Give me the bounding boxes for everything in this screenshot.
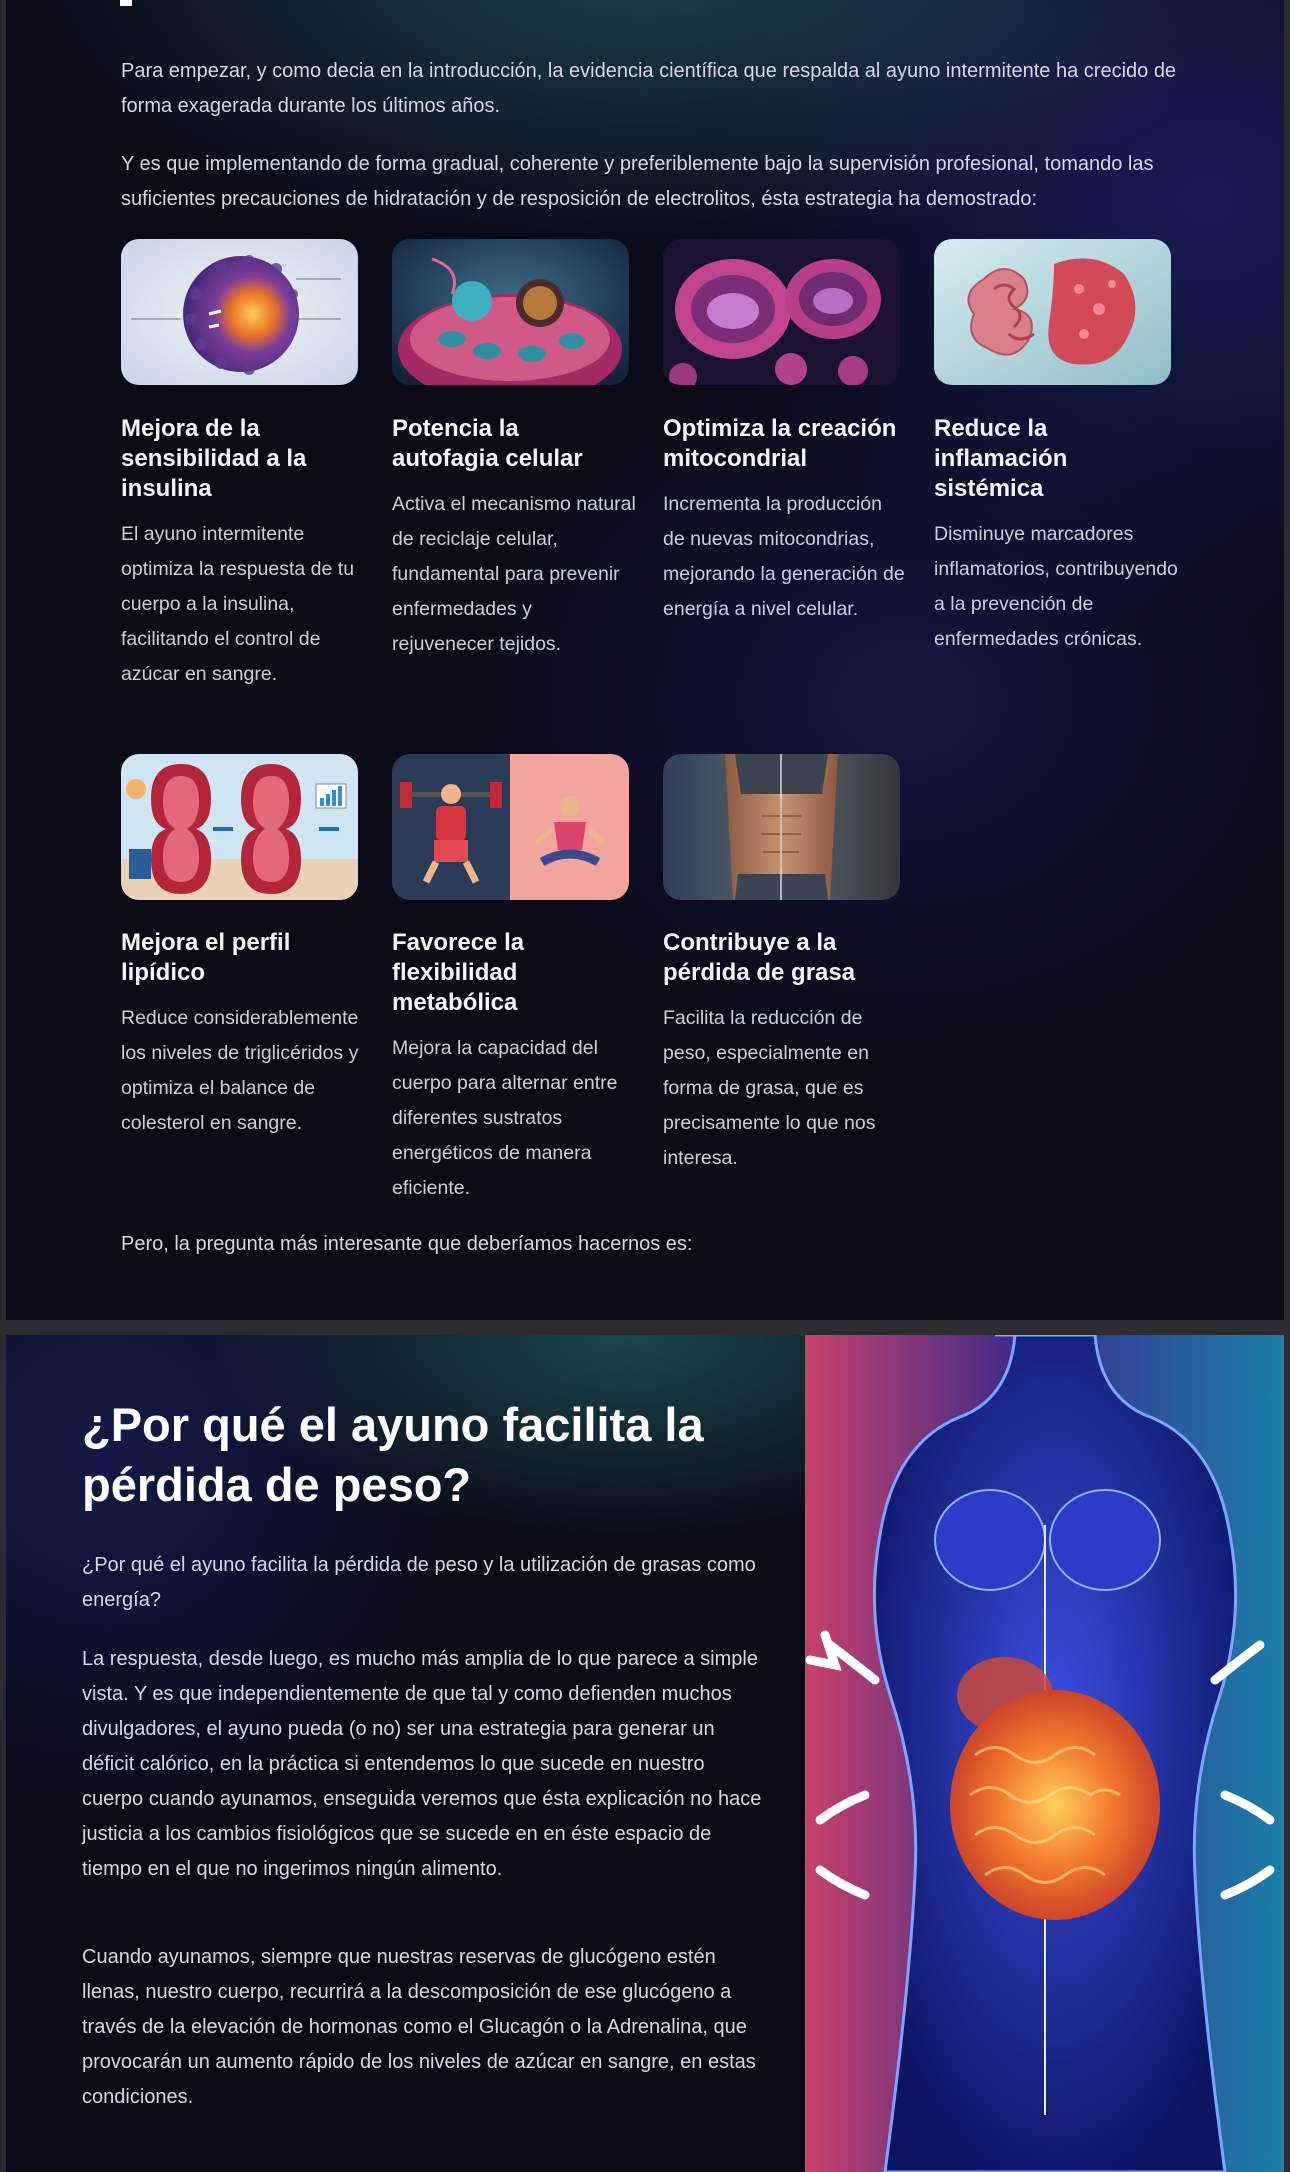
fat-loss-torso-photo bbox=[663, 754, 900, 900]
benefit-title-metabolic: Favorece la flexibilidad metabólica bbox=[392, 929, 525, 1016]
heading-fragment bbox=[120, 0, 132, 6]
outro-paragraph: Pero, la pregunta más interesante que deberíamos hacernos es: bbox=[121, 1233, 693, 1255]
benefit-desc-inflammation: Disminuye marcadores inflamatorios, contribuyendo a la prevención de enfermedades crónicas. bbox=[934, 523, 1178, 650]
benefit-title-lipid: Mejora el perfil lipídico bbox=[121, 929, 291, 986]
intro-paragraph-1: Para empezar, y como decia en la introducción, la evidencia científica que respalda al ayuno intermitente ha crecido de forma exagerada durante los últimos años. bbox=[121, 60, 1177, 117]
benefit-desc-metabolic: Mejora la capacidad del cuerpo para alternar entre diferentes sustratos energéticos de manera eficiente. bbox=[392, 1037, 618, 1199]
glycogen-paragraph: Cuando ayunamos, siempre que nuestras reservas de glucógeno estén llenas, nuestro cuerpo, recurrirá a la descomposición de ese glucógeno a través de la elevación de hormonas como el Glucagón o la Adrenalina, que provocarán un aumento rápido de los niveles de azúcar en sangre, en estas condiciones. bbox=[82, 1946, 756, 2108]
mitochondria-illustration bbox=[663, 239, 900, 385]
benefit-desc-lipid: Reduce considerablemente los niveles de triglicéridos y optimiza el balance de colesterol en sangre. bbox=[121, 1007, 359, 1134]
fasting-body-illustration bbox=[805, 1335, 1284, 2172]
inflammation-organ-illustration bbox=[934, 239, 1171, 385]
benefits-section bbox=[6, 0, 1284, 1320]
lipid-profile-illustration bbox=[121, 754, 358, 900]
question-paragraph: ¿Por qué el ayuno facilita la pérdida de peso y la utilización de grasas como energía? bbox=[82, 1554, 756, 1611]
autophagy-cell-illustration bbox=[392, 239, 629, 385]
metabolic-flexibility-illustration bbox=[392, 754, 629, 900]
benefit-desc-fat-loss: Facilita la reducción de peso, especialmente en forma de grasa, que es precisamente lo que nos interesa. bbox=[663, 1007, 876, 1169]
benefit-title-inflammation: Reduce la inflamación sistémica bbox=[934, 415, 1068, 502]
benefit-desc-insulin: El ayuno intermitente optimiza la respuesta de tu cuerpo a la insulina, facilitando el control de azúcar en sangre. bbox=[121, 523, 355, 685]
section-title: ¿Por qué el ayuno facilita la pérdida de peso? bbox=[82, 1398, 704, 1511]
benefit-title-fat-loss: Contribuye a la pérdida de grasa bbox=[663, 929, 856, 986]
benefit-title-mitochondria: Optimiza la creación mitocondrial bbox=[663, 415, 897, 472]
benefit-title-insulin: Mejora de la sensibilidad a la insulina bbox=[121, 415, 307, 502]
weight-loss-section bbox=[6, 1335, 1284, 2172]
benefit-desc-autophagy: Activa el mecanismo natural de reciclaje celular, fundamental para prevenir enfermedades y rejuvenecer tejidos. bbox=[392, 493, 636, 655]
answer-paragraph: La respuesta, desde luego, es mucho más amplia de lo que parece a simple vista. Y es que independientemente de que tal y como defienden muchos divulgadores, el ayuno pueda (o no) ser una estrategia para generar un déficit calórico, en la práctica si entendemos lo que sucede en nuestro cuerpo cuando ayunamos, enseguida veremos que ésta explicación no hace justicia a los cambios fisiológicos que se sucede en en éste espacio de tiempo en el que no ingerimos ningún alimento. bbox=[82, 1648, 762, 1880]
intro-paragraph-2: Y es que implementando de forma gradual, coherente y preferiblemente bajo la supervisión profesional, tomando las suficientes precauciones de hidratación y de resposición de electrolitos, ésta estrategia ha demostrado: bbox=[121, 153, 1154, 210]
benefit-title-autophagy: Potencia la autofagia celular bbox=[392, 415, 583, 472]
insulin-cell-illustration bbox=[121, 239, 358, 385]
benefit-desc-mitochondria: Incrementa la producción de nuevas mitocondrias, mejorando la generación de energía a nivel celular. bbox=[663, 493, 905, 620]
